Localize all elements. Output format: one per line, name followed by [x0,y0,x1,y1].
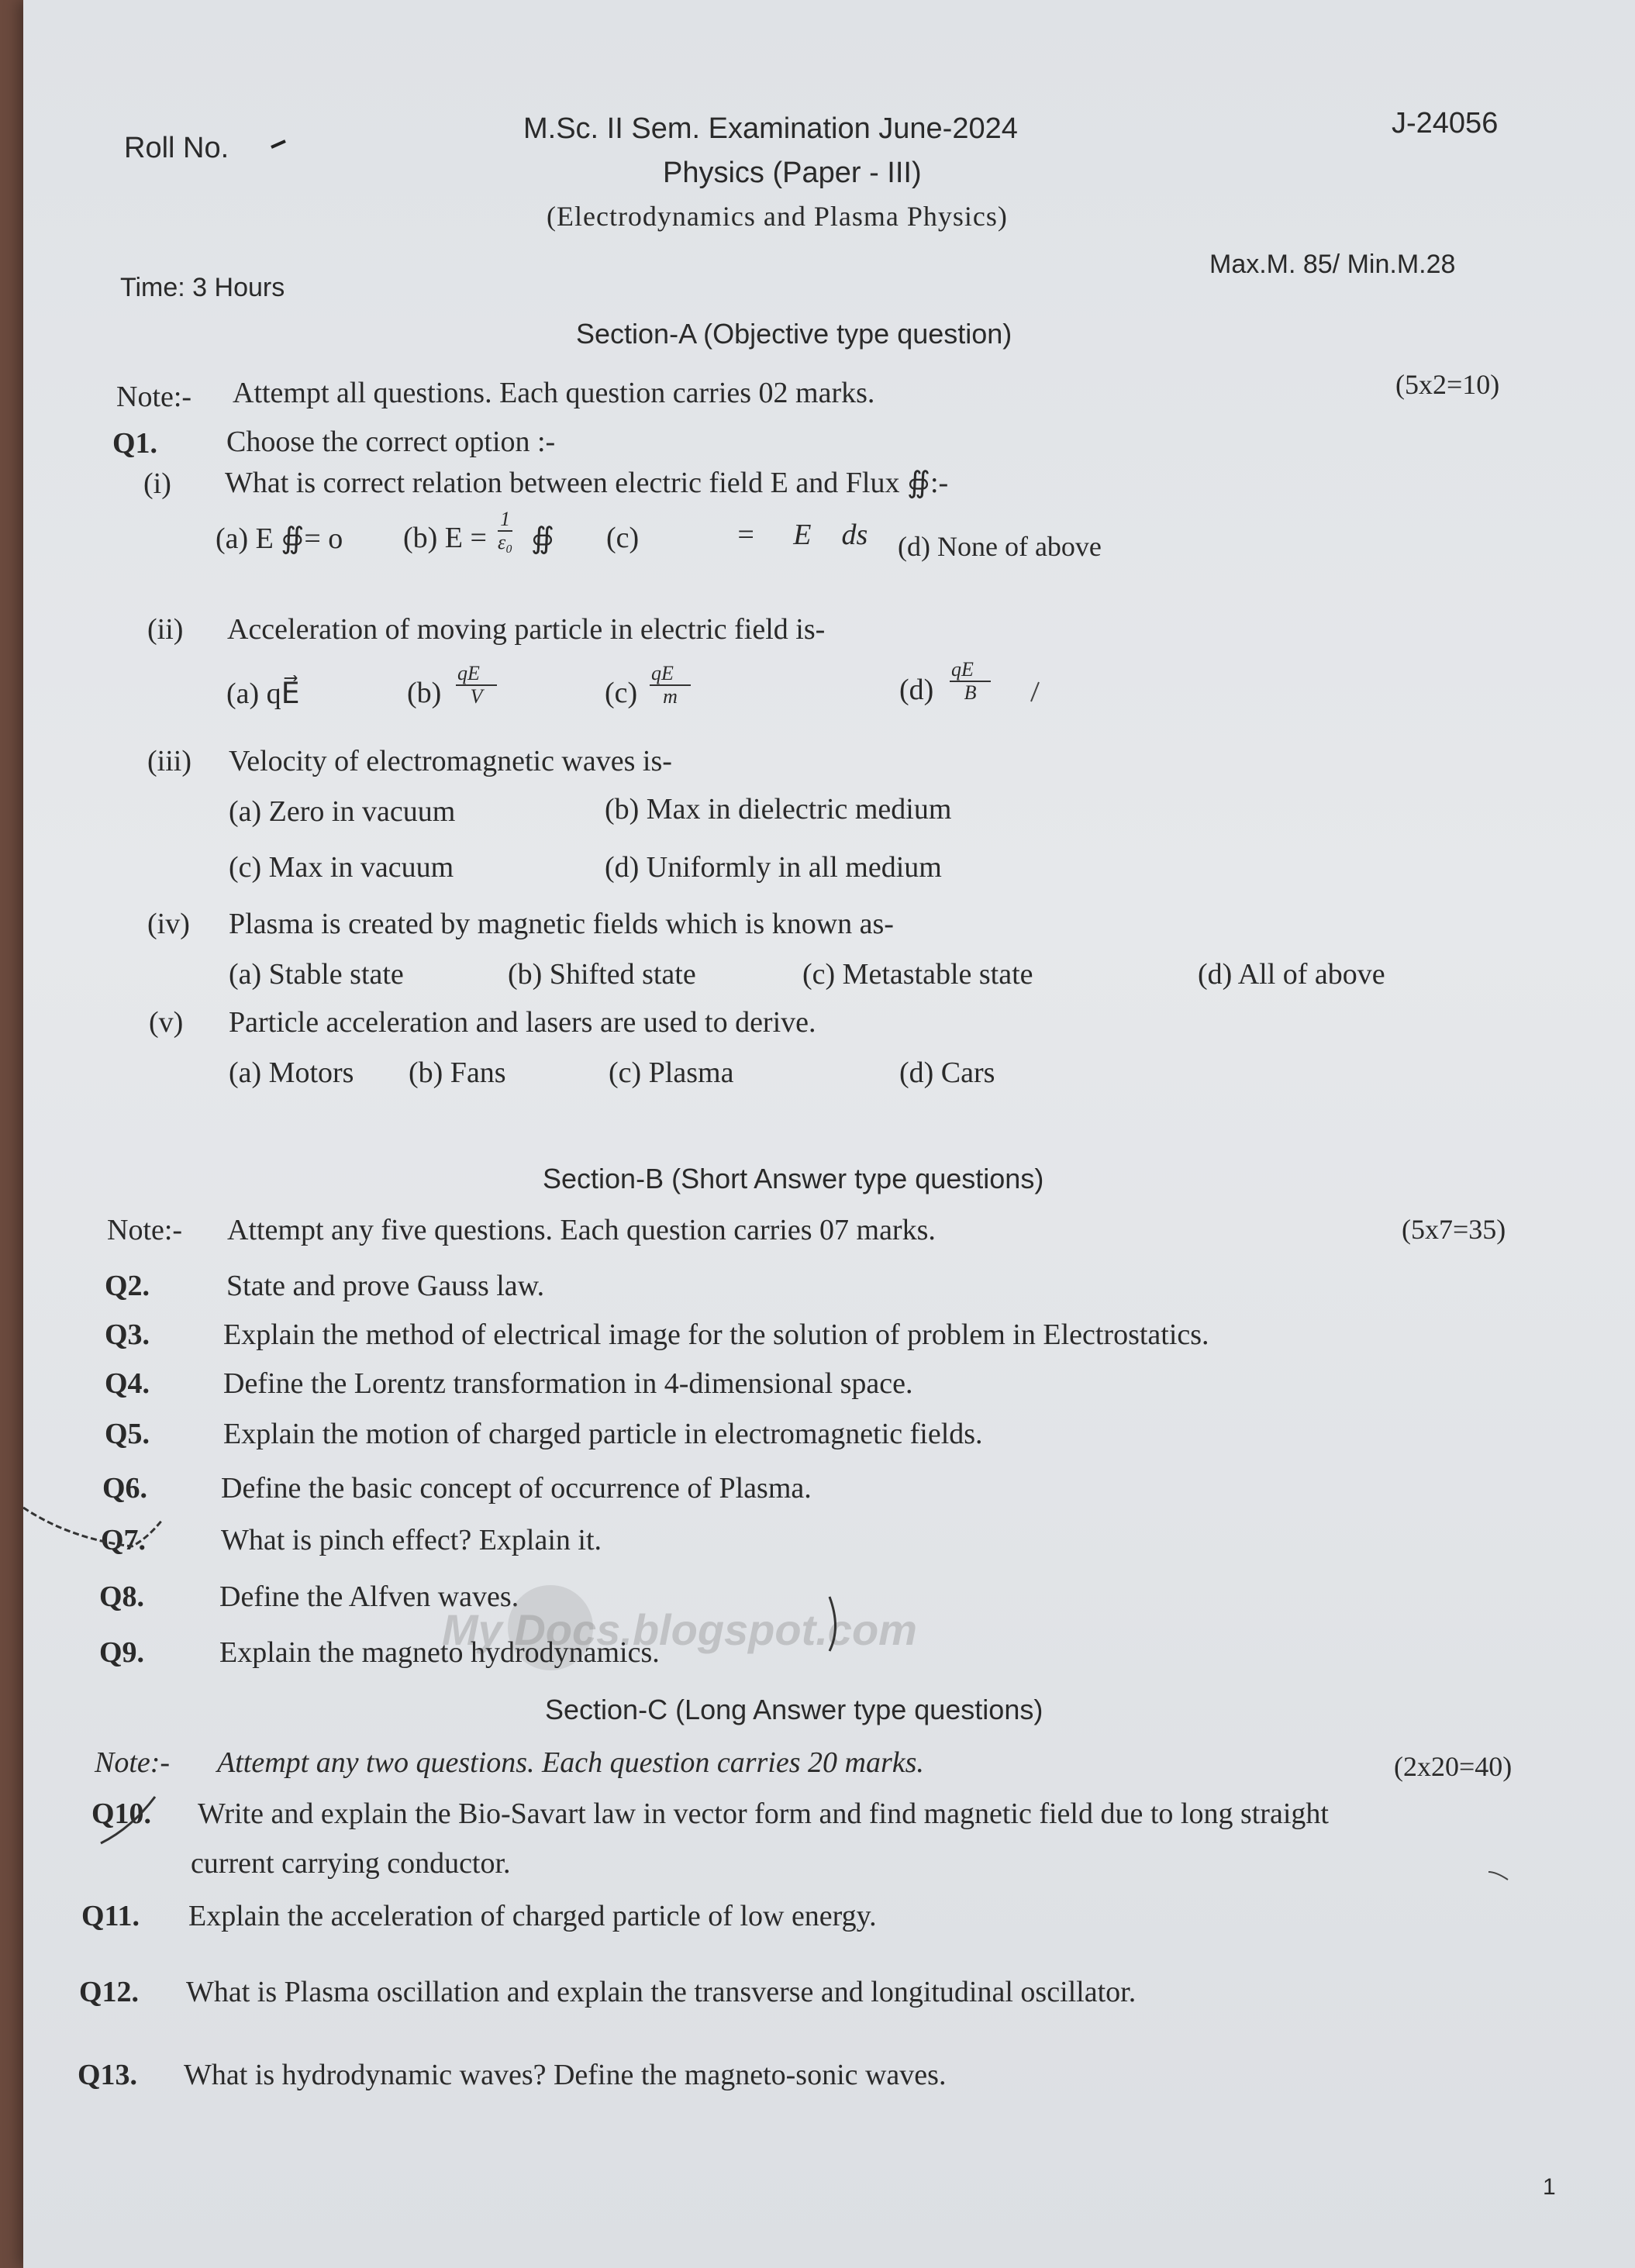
q12-text: What is Plasma oscillation and explain the transverse and longitudinal oscillator. [186,1976,1137,2008]
section-a-note: Attempt all questions. Each question carries 02 marks. [233,377,875,409]
q7-number: Q7. [101,1524,147,1556]
exam-title: M.Sc. II Sem. Examination June-2024 [523,112,1018,145]
q1-i-option-b-flux: ∯ [531,522,554,555]
subject-title: (Electrodynamics and Plasma Physics) [547,201,1008,232]
q1-ii-option-d-fraction [950,659,991,704]
q3-number: Q3. [105,1318,150,1351]
q9-number: Q9. [99,1636,145,1669]
section-b-note-label: Note:- [107,1214,183,1246]
q1-i-number: (i) [143,467,171,500]
q13-text: What is hydrodynamic waves? Define the magneto-sonic waves. [184,2059,947,2091]
q1-number: Q1. [112,427,158,460]
q1-iv-option-c: (c) Metastable state [802,958,1033,991]
roll-number-label: Roll No. [124,132,229,164]
q1-ii-option-b-fraction [456,663,497,708]
q2-text: State and prove Gauss law. [226,1270,545,1302]
q11-text: Explain the acceleration of charged particle of low energy. [188,1900,877,1932]
q1-ii-option-c-label: (c) [605,677,638,709]
q1-v-option-a: (a) Motors [229,1056,354,1089]
q1-i-option-c: ∯ = ∮ E⃗ ds⃗ [705,519,891,551]
section-a-marks: (5x2=10) [1395,369,1500,400]
q11-number: Q11. [81,1900,140,1932]
q1-v-text: Particle acceleration and lasers are used to derive. [229,1006,816,1039]
section-c-note-label: Note:- [95,1746,171,1779]
fraction-numerator: qE⃗ [457,662,496,684]
q1-i-option-c-label: (c) [606,522,640,554]
fraction-numerator: qE⃗ [651,662,690,684]
section-a-title: Section-A (Objective type question) [576,318,1012,350]
section-c-note: Attempt any two questions. Each question carries 20 marks. [217,1746,924,1779]
q1-iii-text: Velocity of electromagnetic waves is- [229,745,672,777]
q1-iii-option-c: (c) Max in vacuum [229,851,454,884]
q1-iv-option-d: (d) All of above [1198,958,1385,991]
fraction-denominator: V [470,685,483,708]
q1-iii-option-b: (b) Max in dielectric medium [605,793,952,826]
q1-instruction: Choose the correct option :- [226,426,556,458]
q7-text: What is pinch effect? Explain it. [221,1524,602,1556]
q1-i-option-b-fraction [498,508,512,553]
fraction-denominator: m [663,685,678,708]
section-c-marks: (2x20=40) [1394,1751,1513,1782]
watermark: My Docs.blogspot.com [442,1605,917,1654]
fraction-denominator: ε₀ [498,531,513,553]
q8-text: Define the Alfven waves. [219,1580,519,1613]
q9-text: Explain the magneto hydrodynamics. [219,1636,660,1669]
q1-iii-option-d: (d) Uniformly in all medium [605,851,942,884]
q2-number: Q2. [105,1270,150,1302]
q1-iv-text: Plasma is created by magnetic fields which is known as- [229,908,894,940]
q1-i-option-d: (d) None of above [898,531,1102,562]
pen-stroke [1031,682,1039,701]
fraction-denominator: B [964,681,977,704]
q4-number: Q4. [105,1367,150,1400]
q1-ii-number: (ii) [147,613,184,646]
paper-title: Physics (Paper - III) [663,157,922,189]
exam-paper [23,0,1635,2268]
section-b-marks: (5x7=35) [1402,1214,1506,1245]
q1-ii-option-b-label: (b) [407,677,442,709]
q1-ii-option-d-label: (d) [899,674,934,706]
section-b-title: Section-B (Short Answer type questions) [543,1163,1044,1194]
q13-number: Q13. [78,2059,138,2091]
q1-i-text: What is correct relation between electric field E and Flux ∯:- [225,467,949,499]
q8-number: Q8. [99,1580,145,1613]
q1-iv-option-b: (b) Shifted state [508,958,696,991]
q1-v-option-c: (c) Plasma [609,1056,734,1089]
pen-stroke [271,141,285,147]
fraction-numerator: 1 [498,508,512,532]
q1-v-option-b: (b) Fans [409,1056,506,1089]
page-number: 1 [1543,2174,1556,2200]
q6-text: Define the basic concept of occurrence of Plasma. [221,1472,812,1505]
paper-code: J-24056 [1392,107,1499,140]
q10-text-continued: current carrying conductor. [191,1847,511,1880]
q1-iii-option-a: (a) Zero in vacuum [229,795,456,828]
q1-iii-number: (iii) [147,745,191,777]
section-c-title: Section-C (Long Answer type questions) [545,1694,1043,1725]
q12-number: Q12. [79,1976,140,2008]
q5-number: Q5. [105,1418,150,1450]
q1-ii-text: Acceleration of moving particle in electric field is- [227,613,826,646]
q1-i-option-b-label: (b) E = [403,522,487,554]
section-b-note: Attempt any five questions. Each question carries 07 marks. [227,1214,936,1246]
q5-text: Explain the motion of charged particle in electromagnetic fields. [223,1418,983,1450]
q6-number: Q6. [102,1472,148,1505]
pen-stroke [1488,1872,1508,1880]
time-allowed: Time: 3 Hours [120,273,285,302]
max-marks: Max.M. 85/ Min.M.28 [1209,250,1456,279]
fraction-numerator: qE⃗ [951,658,990,681]
q1-ii-option-c-fraction [650,663,691,708]
q1-i-option-a: (a) E ∯= o [216,522,343,555]
q1-iv-number: (iv) [147,908,190,940]
q10-text: Write and explain the Bio-Savart law in vector form and find magnetic field due to long straight [198,1798,1329,1830]
section-a-note-label: Note:- [116,381,192,413]
q10-number: Q10. [91,1798,152,1830]
q1-v-number: (v) [149,1006,184,1039]
q3-text: Explain the method of electrical image for the solution of problem in Electrostatics. [223,1318,1209,1351]
q1-v-option-d: (d) Cars [899,1056,995,1089]
q1-iv-option-a: (a) Stable state [229,958,404,991]
q4-text: Define the Lorentz transformation in 4-dimensional space. [223,1367,913,1400]
q1-ii-option-a: (a) qE⃗ [226,677,300,710]
